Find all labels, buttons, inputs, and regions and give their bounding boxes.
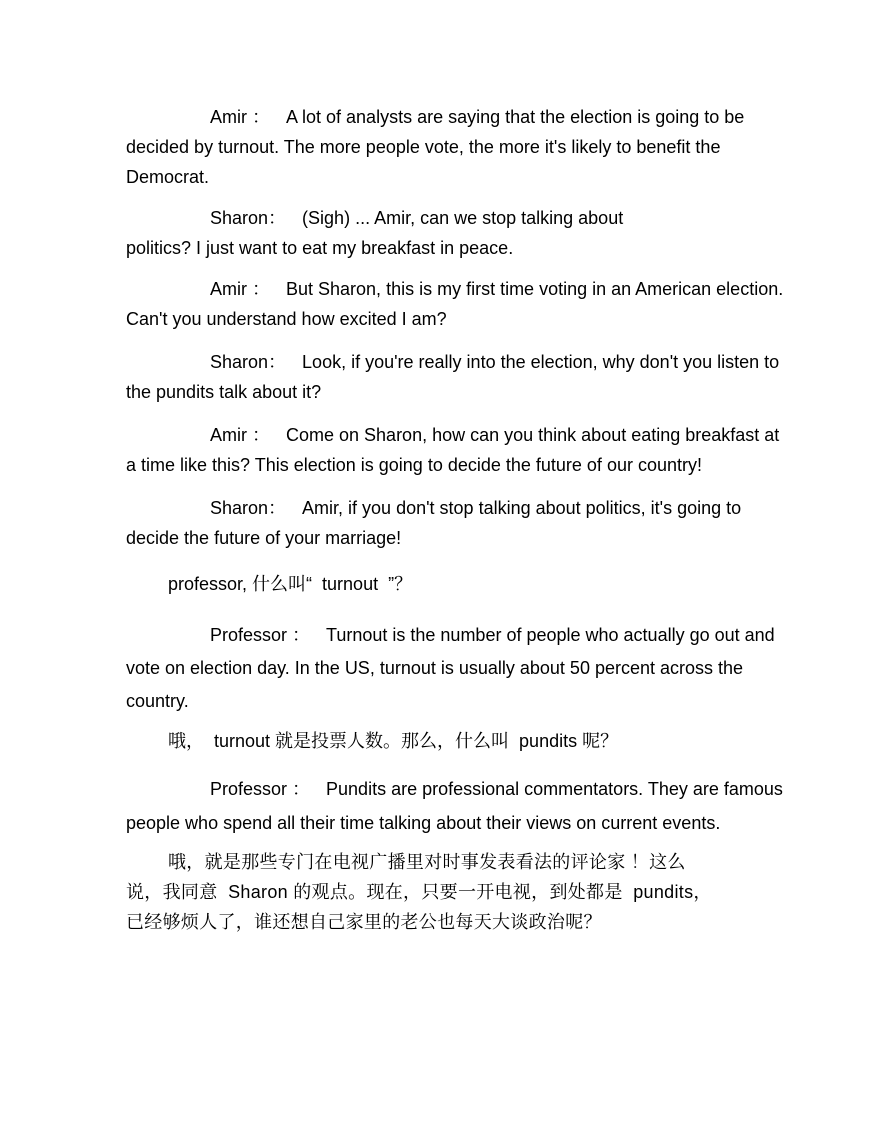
dialogue-sharon-1 [126, 203, 790, 263]
dialogue-sharon-3 [126, 493, 790, 553]
speaker-label: Sharon： [210, 498, 287, 518]
dialogue-sharon-2 [126, 347, 790, 407]
speaker-label: Sharon： [210, 208, 287, 228]
answer-text: Turnout is the number of people who actually go out and vote on election day. In the US, turnout is usually about 50 percent across the country. [126, 625, 775, 711]
closing-line3: 已经够烦人了，谁还想自己家里的老公也每天大谈政治呢？ [126, 912, 602, 932]
closing-remark [126, 847, 790, 937]
question-turnout: professor, 什么叫“ turnout ”？ [168, 574, 413, 594]
dialogue-text: Amir, if you don't stop talking about politics, it's going to decide the future of your marriage! [126, 498, 742, 548]
dialogue-amir-3 [126, 420, 790, 480]
closing-line1: 哦，就是那些专门在电视广播里对时事发表看法的评论家 ！这么 [168, 852, 686, 872]
dialogue-text-line1: (Sigh) ... Amir, can we stop talking about [302, 208, 624, 228]
speaker-label: Sharon： [210, 352, 287, 372]
closing-line2: 说，我同意 Sharon 的观点。现在，只要一开电视，到处都是 pundits， [126, 882, 712, 902]
speaker-label: Amir ： [210, 107, 270, 127]
professor-answer-pundits [126, 772, 790, 840]
dialogue-text: A lot of analysts are saying that the election is going to be decided by turnout. The more people vote, the more it's likely to benefit the Democrat. [126, 107, 745, 187]
dialogue-text: Look, if you're really into the election, why don't you listen to the pundits talk about it? [126, 352, 780, 402]
speaker-label: Amir ： [210, 425, 270, 445]
speaker-label: Professor ： [210, 625, 311, 645]
speaker-label: Professor ： [210, 779, 311, 799]
dialogue-first-line [126, 203, 790, 233]
dialogue-amir-2 [126, 274, 790, 334]
answer-text: Pundits are professional commentators. They are famous people who spend all their time talking about their views on current events. [126, 779, 783, 833]
professor-answer-turnout [126, 619, 790, 718]
question-pundits: 哦， turnout 就是投票人数。那么，什么叫 pundits 呢？ [168, 731, 619, 751]
speaker-label: Amir ： [210, 279, 270, 299]
dialogue-text-line2: politics? I just want to eat my breakfast in peace. [126, 238, 514, 258]
dialogue-text: Come on Sharon, how can you think about eating breakfast at a time like this? This election is going to decide the future of our country! [126, 425, 780, 475]
dialogue-text: But Sharon, this is my first time voting in an American election. Can't you understand how excited I am? [126, 279, 784, 329]
dialogue-amir-1 [126, 102, 790, 192]
